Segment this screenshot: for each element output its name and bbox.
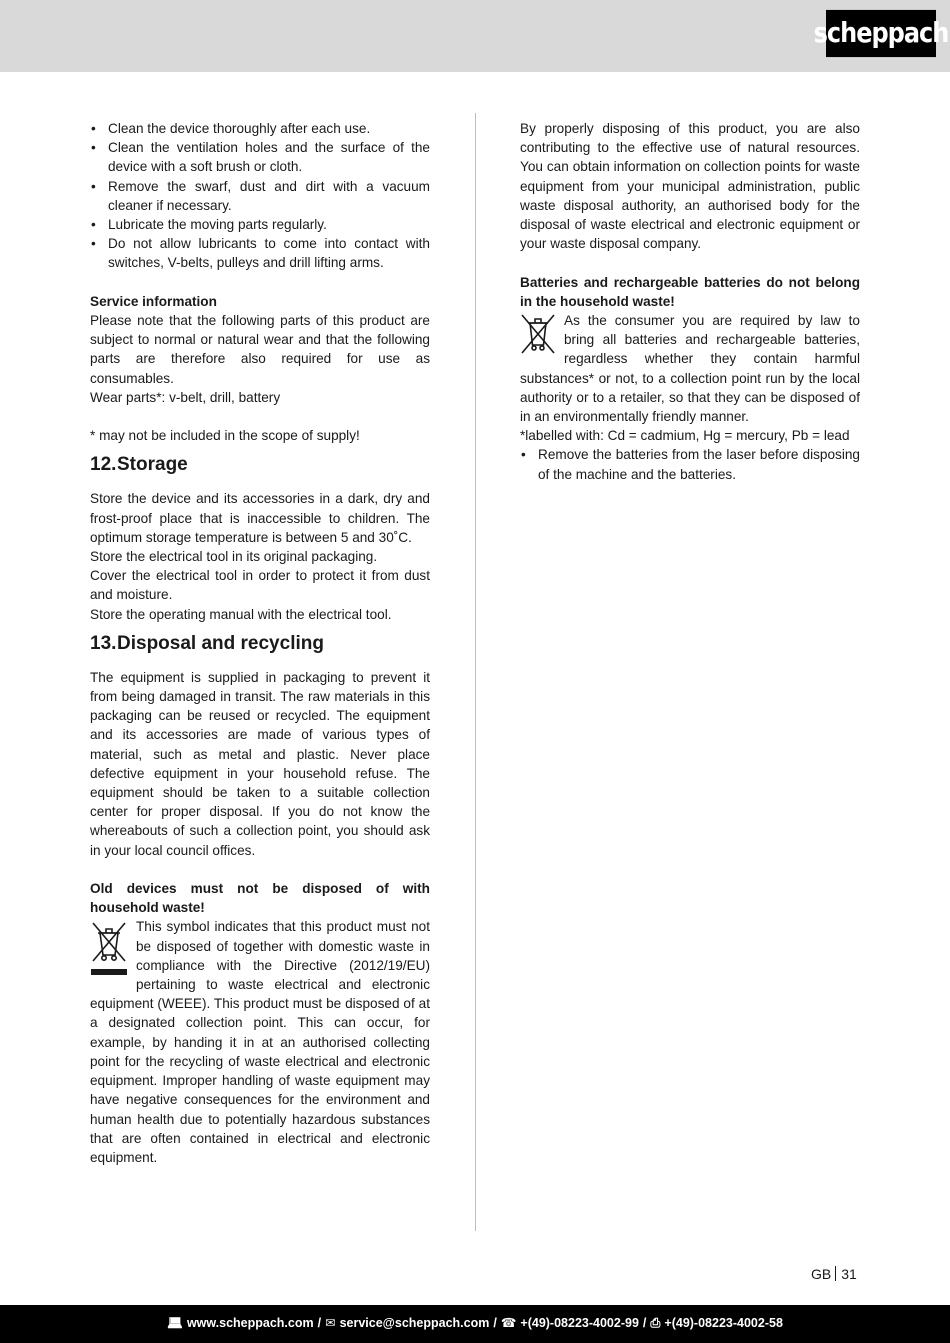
weee-block xyxy=(90,917,430,1167)
footer-email[interactable]: service@scheppach.com xyxy=(339,1316,490,1331)
storage-text: Cover the electrical tool in order to protect it from dust and moisture. xyxy=(90,568,430,603)
section-title: Disposal and recycling xyxy=(117,632,324,654)
list-item: • Lubricate the moving parts regularly. xyxy=(90,215,430,234)
page-lang: GB xyxy=(811,1266,832,1282)
list-item: • Do not allow lubricants to come into contact with switches, V-belts, pulleys and drill lifting arms. xyxy=(90,234,430,272)
computer-icon: 💻︎ xyxy=(167,1316,183,1331)
crossed-bin-icon xyxy=(90,919,128,979)
disposal-heading xyxy=(90,632,430,668)
wear-parts: Wear parts*: v-belt, drill, battery xyxy=(90,389,281,405)
maintenance-list xyxy=(90,119,430,273)
page-number xyxy=(811,1265,857,1284)
footer-phone: +(49)-08223-4002-99 xyxy=(520,1316,639,1331)
disposal-text: The equipment is supplied in packaging to prevent it from being damaged in transit. The raw materials in this packaging can be reused or recycled. The equipment and its accessories are made of various types of material, such as metal and plastic. Never place defective equipment in your household refuse. The equipment should be taken to a suitable collection center for proper disposal. If you do not know the whereabouts of such a collection point, you should ask in your local council offices. xyxy=(90,669,430,858)
list-item: • Clean the ventilation holes and the surface of the device with a soft brush or cloth. xyxy=(90,138,430,176)
page-separator xyxy=(835,1266,836,1281)
section-number: 13. xyxy=(90,632,117,654)
storage-text: Store the device and its accessories in a dark, dry and frost-proof place that is inaccessible to children. The optimum storage temperature is between 5 and 30˚C. xyxy=(90,491,430,545)
column-divider xyxy=(475,113,476,1231)
storage-heading xyxy=(90,453,430,489)
footer-fax: +(49)-08223-4002-58 xyxy=(664,1316,783,1331)
footer-separator: / xyxy=(642,1316,647,1331)
left-column xyxy=(90,119,430,1167)
right-column xyxy=(520,119,860,484)
list-item: • Clean the device thoroughly after each use. xyxy=(90,119,430,138)
scheppach-logo: scheppach xyxy=(826,10,936,57)
service-heading: Service information xyxy=(90,293,217,309)
labelled-note: *labelled with: Cd = cadmium, Hg = mercury, Pb = lead xyxy=(520,428,850,444)
battery-list xyxy=(520,445,860,483)
storage-text: Store the electrical tool in its original packaging. xyxy=(90,549,378,565)
service-text: Please note that the following parts of this product are subject to normal or natural wear and that the following parts are therefore also required for use as consumables. xyxy=(90,313,430,386)
weee-text: This symbol indicates that this product must not be disposed of together with domestic waste in compliance with the Directive (2012/19/EU) pertaining to waste electrical and electronic equipment (WEEE). This product must be disposed of at a designated collection point. This can occur, for example, by handing it in at an authorised collecting point for the recycling of waste electrical and electronic equipment. Improper handling of waste equipment may have negative consequences for the environment and human health due to potentially hazardous substances that are often contained in electrical and electronic equipment. xyxy=(90,919,430,1165)
footer-bar xyxy=(0,1305,950,1343)
section-title: Storage xyxy=(117,454,188,476)
battery-block xyxy=(520,311,860,426)
old-devices-heading: Old devices must not be disposed of with household waste! xyxy=(90,881,430,916)
list-item: • Remove the batteries from the laser before disposing of the machine and the batteries. xyxy=(520,445,860,483)
envelope-icon: ✉︎ xyxy=(325,1316,336,1331)
storage-text: Store the operating manual with the electrical tool. xyxy=(90,606,392,622)
page-index: 31 xyxy=(841,1266,857,1282)
recycling-intro: By properly disposing of this product, you are also contributing to the effective use of natural resources. You can obtain information on collection points for waste equipment from your municipal administration, public waste disposal authority, an authorised body for the disposal of waste electrical and electronic equipment or your waste disposal company. xyxy=(520,121,860,252)
crossed-bin-icon xyxy=(520,313,556,355)
batteries-heading: Batteries and rechargeable batteries do not belong in the household waste! xyxy=(520,274,860,309)
phone-icon: ☎ xyxy=(500,1316,517,1331)
footer-separator: / xyxy=(493,1316,497,1331)
footer-separator: / xyxy=(317,1316,322,1331)
footer-website[interactable]: www.scheppach.com xyxy=(186,1316,314,1331)
footnote: * may not be included in the scope of supply! xyxy=(90,428,360,444)
fax-icon: ⎙ xyxy=(650,1316,661,1331)
list-item: • Remove the swarf, dust and dirt with a vacuum cleaner if necessary. xyxy=(90,177,430,215)
header-bar xyxy=(0,0,950,72)
section-number: 12. xyxy=(90,454,117,476)
batteries-text: As the consumer you are required by law to bring all batteries and rechargeable batteries, regardless whether they contain harmful substances* or not, to a collection point run by the local authority or to a retailer, so that they can be disposed of in an environmentally friendly manner. xyxy=(520,313,860,425)
